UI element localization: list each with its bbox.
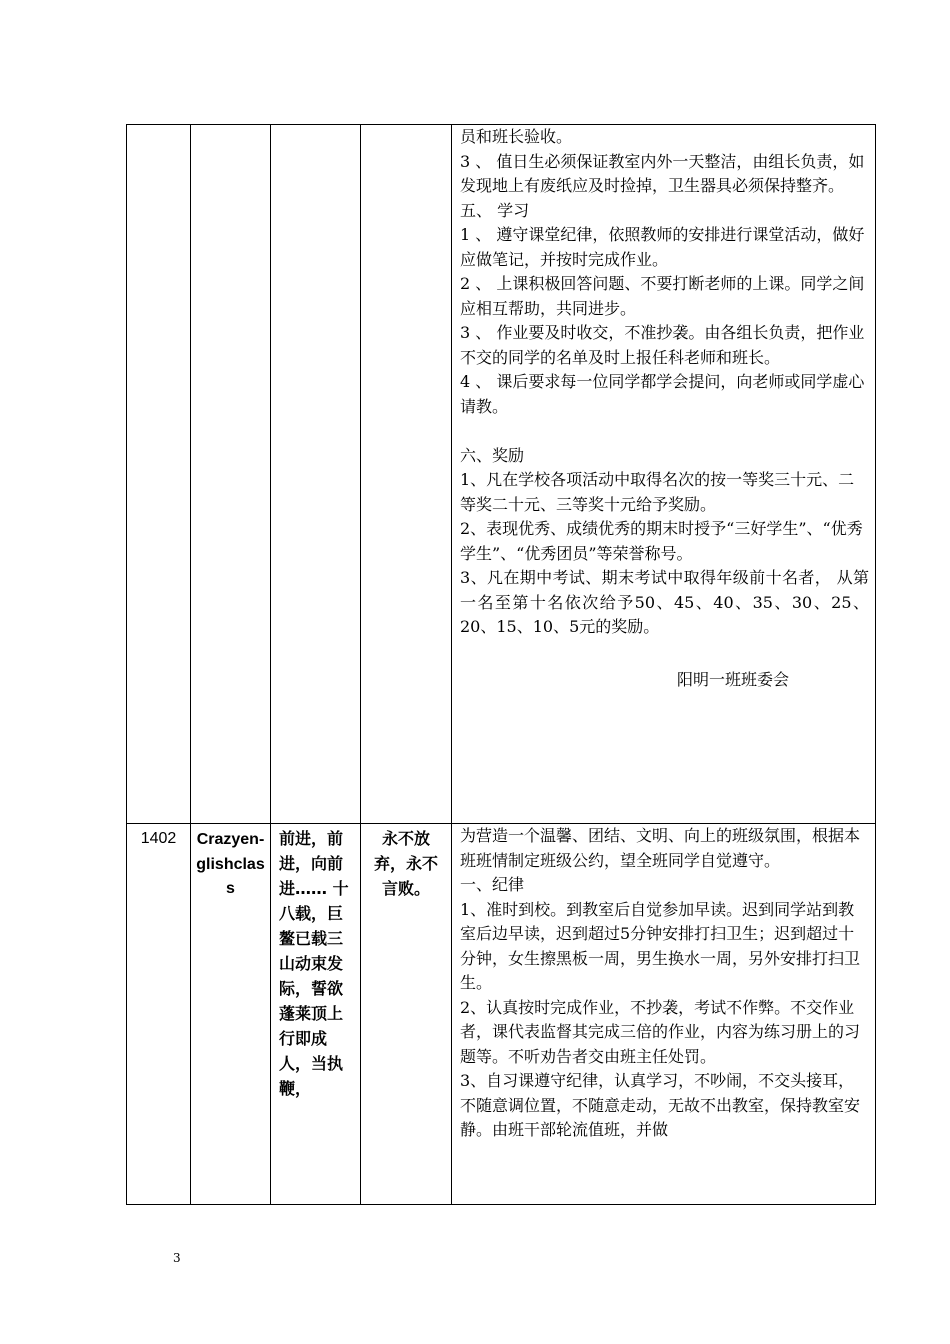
convention-text — [452, 125, 875, 693]
paragraph: 3、自习课遵守纪律，认真学习，不吵闹，不交头接耳，不随意调位置，不随意走动，无故不出教室，保持教室安静。由班干部轮流值班，并做 — [460, 1071, 861, 1139]
paragraph: 2、认真按时完成作业，不抄袭，考试不作弊。不交作业者，课代表监督其完成三倍的作业，内容为练习册上的习题等。不听劝告者交由班主任处罚。 — [460, 997, 861, 1066]
table-row — [127, 125, 876, 824]
paragraph: 2、表现优秀、成绩优秀的期末时授予“三好学生”、“优秀学生”、“优秀团员”等荣誉称号。 — [460, 519, 863, 563]
section-heading: 六、奖励 — [460, 445, 525, 465]
paragraph: 1、凡在学校各项活动中取得名次的按一等奖三十元、二等奖二十元、三等奖十元给予奖励。 — [460, 470, 855, 514]
class-id-cell: 1402 — [127, 824, 191, 1205]
convention-cell — [452, 824, 876, 1205]
class-name-cell: Crazyen-glishclass — [191, 824, 271, 1205]
goal-cell: 永不放弃，永不言败。 — [361, 824, 452, 1205]
class-name-cell — [191, 125, 271, 824]
convention-cell — [452, 125, 876, 824]
slogan-cell: 前进，前进，向前进…… 十八载，巨鳌已载三山动束发际，誓欲蓬莱顶上行即成人，当执鞭， — [271, 824, 361, 1205]
paragraph: 为营造一个温馨、团结、文明、向上的班级氛围，根据本班班情制定班级公约，望全班同学自觉遵守。 — [460, 826, 861, 870]
paragraph: 3 、 值日生必须保证教室内外一天整洁，由组长负责，如发现地上有废纸应及时捡掉，卫生器具必须保持整齐。 — [460, 151, 865, 195]
class-convention-table — [126, 124, 876, 1205]
slogan-cell — [271, 125, 361, 824]
paragraph: 1、准时到校。到教室后自觉参加早读。迟到同学站到教室后边早读，迟到超过5分钟安排打扫卫生；迟到超过十分钟，女生擦黑板一周，男生换水一周，另外安排打扫卫生。 — [460, 899, 861, 992]
page-number: 3 — [173, 1251, 181, 1265]
section-heading: 五、 学习 — [460, 200, 530, 220]
blank-line — [460, 419, 869, 444]
paragraph: 2 、 上课积极回答问题、不要打断老师的上课。同学之间应相互帮助，共同进步。 — [460, 274, 865, 318]
paragraph: 3、凡在期中考试、期末考试中取得年级前十名者， 从第一名至第十名依次给予50、45、40、35、30、25、20、15、10、5元的奖励。 — [460, 568, 869, 636]
paragraph: 员和班长验收。 — [460, 127, 573, 146]
signature: 阳明一班班委会 — [676, 670, 789, 689]
paragraph: 4 、 课后要求每一位同学都学会提问，向老师或同学虚心请教。 — [460, 372, 865, 416]
table-row — [127, 824, 876, 1205]
section-heading: 一、纪律 — [460, 875, 525, 894]
class-id-cell — [127, 125, 191, 824]
goal-cell — [361, 125, 452, 824]
blank-line — [460, 640, 869, 665]
paragraph: 1 、 遵守课堂纪律，依照教师的安排进行课堂活动，做好应做笔记，并按时完成作业。 — [460, 225, 865, 269]
paragraph: 3 、 作业要及时收交，不准抄袭。由各组长负责，把作业不交的同学的名单及时上报任科老师和班长。 — [460, 323, 865, 367]
convention-text — [452, 824, 875, 1143]
